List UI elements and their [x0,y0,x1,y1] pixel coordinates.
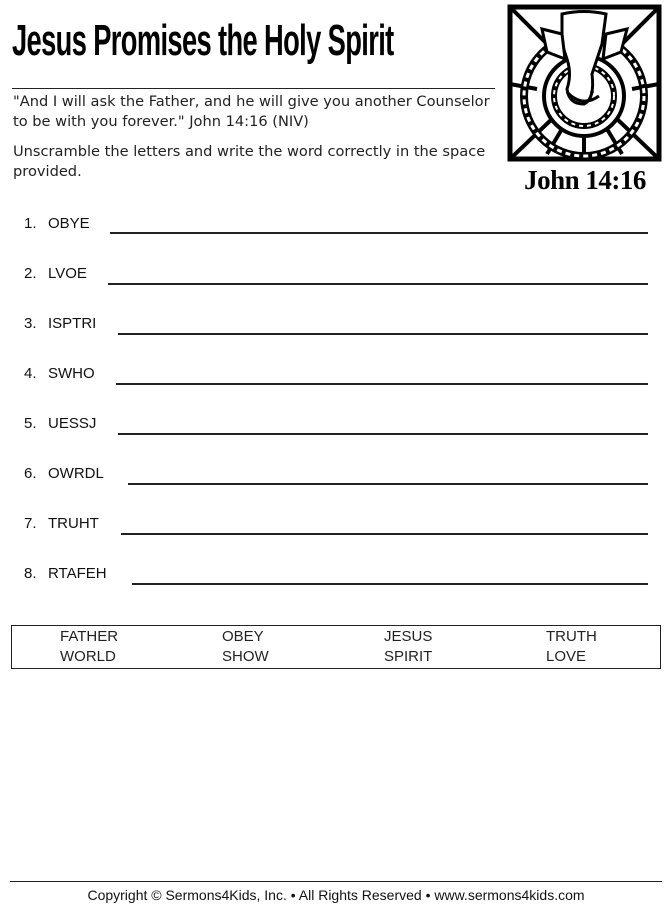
dove-stained-glass-icon [507,4,662,162]
answer-line[interactable] [108,283,648,285]
question-row [24,362,648,382]
answer-line[interactable] [121,533,648,535]
word-bank-item: LOVE [546,648,587,665]
question-number: 1. [24,215,37,232]
answer-line[interactable] [132,583,648,585]
question-number: 3. [24,315,37,332]
scrambled-word: SWHO [48,365,95,382]
emblem-reference: John 14:16 [524,165,646,195]
word-bank [11,625,661,669]
answer-line[interactable] [118,433,648,435]
question-number: 7. [24,515,37,532]
answer-line[interactable] [116,383,648,385]
word-bank-item: WORLD [60,648,116,665]
word-bank-item: OBEY [222,628,264,645]
question-number: 4. [24,365,37,382]
question-number: 5. [24,415,37,432]
instructions: Unscramble the letters and write the word correctly in the space provided. [13,143,486,180]
answer-line[interactable] [118,333,648,335]
scrambled-word: OWRDL [48,465,104,482]
question-number: 8. [24,565,37,582]
question-row [24,512,648,532]
question-row [24,312,648,332]
question-number: 2. [24,265,37,282]
question-number: 6. [24,465,37,482]
copyright-footer: Copyright © Sermons4Kids, Inc. • All Rights Reserved • www.sermons4kids.com [87,887,585,903]
scrambled-word: RTAFEH [48,565,107,582]
scrambled-word: UESSJ [48,415,97,432]
word-bank-item: SHOW [222,648,269,665]
answer-line[interactable] [128,483,648,485]
scrambled-word: ISPTRI [48,315,97,332]
title-divider [12,88,495,89]
word-bank-item: SPIRIT [384,648,433,665]
word-bank-item: TRUTH [546,628,597,645]
scrambled-word: OBYE [48,215,90,232]
page-title: Jesus Promises the Holy Spirit [12,16,394,65]
word-bank-item: FATHER [60,628,119,645]
question-row [24,212,648,232]
question-row [24,562,648,582]
question-row [24,412,648,432]
bible-verse: "And I will ask the Father, and he will give you another Counselor to be with you forever." John 14:16 (NIV) [13,93,490,130]
scrambled-word: TRUHT [48,515,99,532]
scrambled-word: LVOE [48,265,87,282]
word-bank-item: JESUS [384,628,433,645]
question-row [24,462,648,482]
question-row [24,262,648,282]
answer-line[interactable] [110,232,648,234]
footer-divider [10,881,662,882]
